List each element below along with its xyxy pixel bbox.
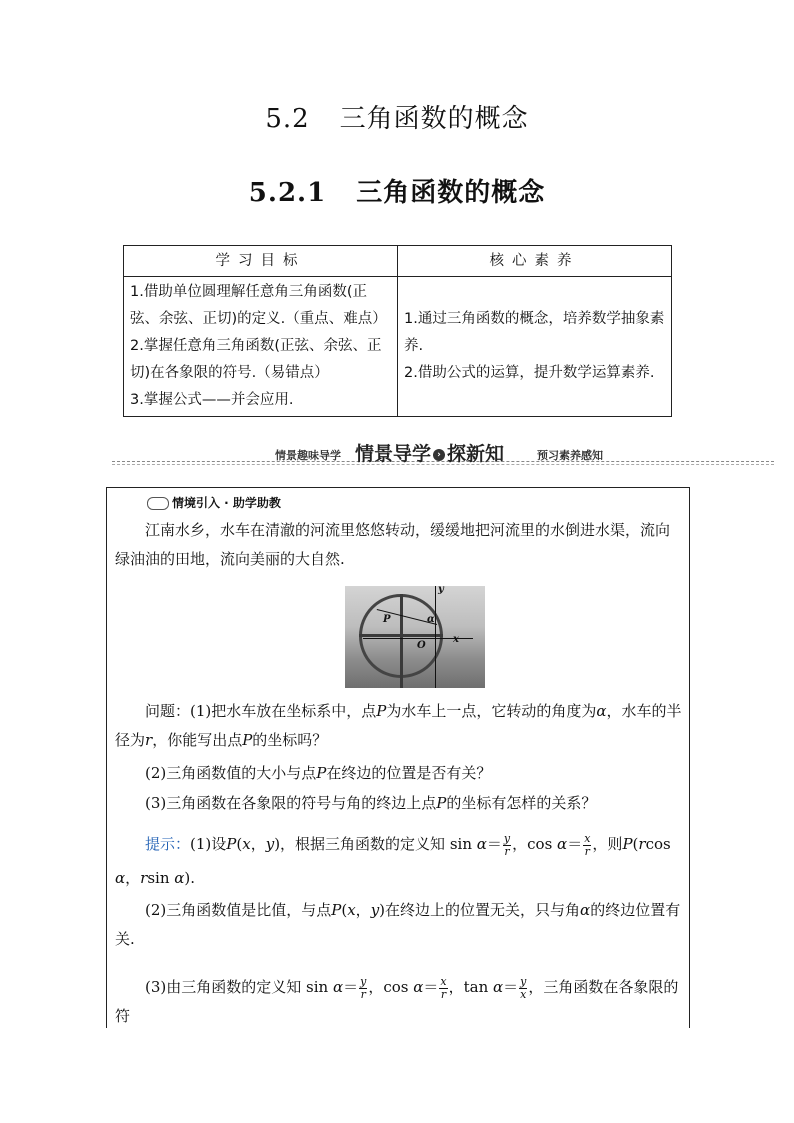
subsection-number: 5.2.1 — [248, 178, 327, 208]
waterwheel-figure — [345, 586, 485, 688]
hint-3: (3)由三角函数的定义知 sin α＝ $\frac{y}{r}$ ，cos α＝ $\frac{x}{r}$ ，tan α＝ $\frac{y}{x}$ ，三角函数在各象限的符 — [115, 974, 679, 1025]
origin-label: O — [417, 640, 426, 651]
question-text: 的坐标吗？ — [252, 731, 328, 749]
subsection-title — [0, 172, 794, 209]
wheel-spoke — [359, 634, 443, 637]
hint-text: ，三角函数在各象限的符 — [115, 978, 679, 1025]
literacy-cell — [398, 277, 672, 417]
hint-text: (2)三角函数值是比值，与点 — [145, 901, 332, 919]
hint-2: (2)三角函数值是比值，与点P(x，y)在终边上的位置无关，只与角α的终边位置有关. — [115, 901, 681, 948]
question-text: 问题：(1)把水车放在坐标系中，点 — [145, 702, 377, 720]
hint-text: ，则 — [592, 835, 623, 853]
literacy-item: 1.通过三角函数的概念，培养数学抽象素养. — [404, 311, 665, 354]
subsection-title-text: 三角函数的概念 — [356, 178, 546, 208]
goals-table-row — [124, 277, 672, 417]
goals-header-objectives: 学习目标 — [124, 246, 398, 277]
question-2: (2)三角函数值的大小与点P在终边的位置是否有关？ — [145, 764, 492, 782]
question-text: (2)三角函数值的大小与点 — [145, 764, 317, 782]
question-text: 在终边的位置是否有关？ — [326, 764, 492, 782]
fraction: $\frac{x}{r}$ — [440, 974, 447, 1001]
objective-item: 1.借助单位圆理解任意角三角函数(正弦、余弦、正切)的定义.（重点、难点） — [130, 284, 387, 327]
wheel-spoke — [400, 594, 403, 688]
question-text: ，水车的半径为 — [115, 702, 682, 749]
goals-table — [123, 245, 672, 417]
objective-item: 2.掌握任意角三角函数(正弦、余弦、正切)在各象限的符号.（易错点） — [130, 338, 382, 381]
question-3: (3)三角函数在各象限的符号与角的终边上点P的坐标有怎样的关系？ — [145, 794, 597, 812]
scenario-heading-text: 情境引入 · 助学助教 — [172, 496, 281, 510]
scenario-heading — [147, 494, 281, 511]
fraction: $\frac{y}{x}$ — [520, 974, 527, 1001]
goals-table-header — [124, 246, 672, 277]
fraction: $\frac{y}{r}$ — [360, 974, 367, 1001]
hint-text: 在终边上的位置无关，只与角 — [385, 901, 581, 919]
fraction: $\frac{y}{r}$ — [503, 831, 511, 858]
banner-title-a: 情景导学 — [355, 443, 432, 465]
point-p-label: P — [383, 614, 391, 625]
scenario-intro: 江南水乡，水车在清澈的河流里悠悠转动，缓缓地把河流里的水倒进水渠，流向绿油油的田地，流向美丽的大自然. — [115, 521, 671, 568]
arrow-right-icon: › — [433, 449, 445, 461]
hint-text: (3)由三角函数的定义知 — [145, 978, 302, 996]
question-text: 的坐标有怎样的关系？ — [446, 794, 597, 812]
objectives-cell — [124, 277, 398, 417]
fraction: $\frac{x}{r}$ — [584, 831, 591, 858]
banner-left-caption: 情景趣味导学 — [275, 449, 341, 462]
y-axis — [435, 586, 436, 688]
banner-title-b: 探新知 — [447, 443, 505, 465]
hint-1: 提示：(1)设P(x，y)，根据三角函数的定义知 sin α＝ $\frac{y}{r}$ ，cos α＝ $\frac{x}{r}$ ，则P(rcos α，rsin α). — [115, 831, 671, 887]
x-axis-label: x — [453, 634, 459, 645]
section-number: 5.2 — [265, 104, 310, 134]
goals-header-literacy: 核心素养 — [398, 246, 672, 277]
leaf-icon — [147, 497, 169, 510]
hint-text: ，根据三角函数的定义知 — [280, 835, 446, 853]
literacy-item: 2.借助公式的运算，提升数学运算素养. — [404, 365, 655, 381]
question-text: (3)三角函数在各象限的符号与角的终边上点 — [145, 794, 437, 812]
section-banner — [112, 440, 774, 468]
scenario-box — [106, 487, 690, 1028]
hint-text: 的终边位置有关. — [115, 901, 681, 948]
angle-alpha-label: α — [427, 614, 435, 625]
objective-item: 3.掌握公式——并会应用. — [130, 392, 294, 408]
y-axis-label: y — [438, 586, 444, 595]
section-title-text: 三角函数的概念 — [339, 104, 529, 134]
section-title — [0, 98, 794, 135]
hint-text: (1)设 — [190, 835, 227, 853]
banner-title — [355, 439, 504, 466]
hint-label: 提示： — [145, 835, 191, 853]
question-text: ，你能写出点 — [152, 731, 243, 749]
question-text: 为水车上一点，它转动的角度为 — [386, 702, 597, 720]
question-1: 问题：(1)把水车放在坐标系中，点P为水车上一点，它转动的角度为α，水车的半径为r，你能写出点P的坐标吗？ — [115, 702, 682, 749]
banner-right-caption: 预习素养感知 — [537, 449, 603, 462]
